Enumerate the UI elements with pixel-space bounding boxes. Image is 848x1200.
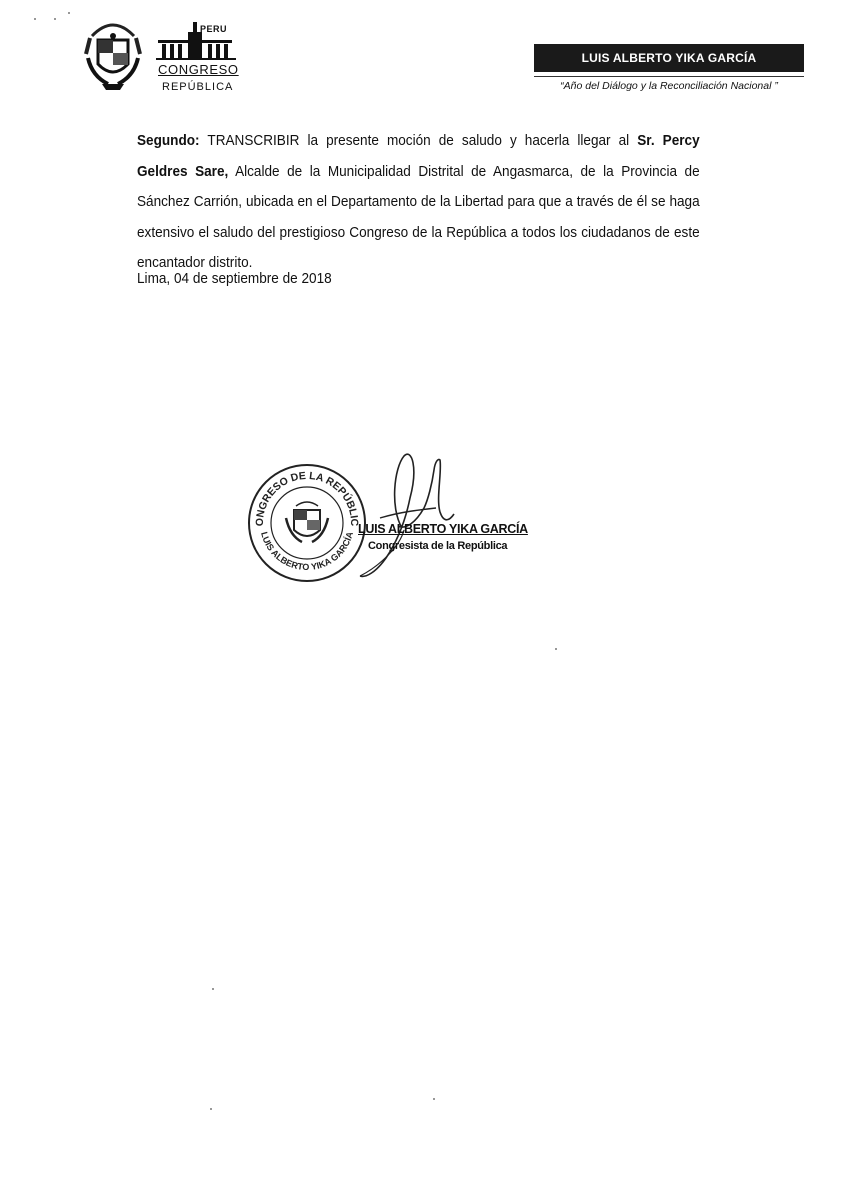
seal-bottom-text: LUIS ALBERTO YIKA GARCÍA [259,530,356,573]
scan-speck [68,12,70,14]
logo-congreso: CONGRESO [158,62,239,77]
seal-top-text: ONGRESO DE LA REPÚBLIC [253,469,361,527]
scan-speck [210,1108,212,1110]
scan-speck [34,18,36,20]
signatory-name: LUIS ALBERTO YIKA GARCÍA [358,522,528,536]
scan-speck [433,1098,435,1100]
signatory-title: Congresista de la República [368,540,508,552]
logo-republica: REPÚBLICA [162,81,234,93]
paragraph-label: Segundo: [137,133,200,149]
mayor-name: Sr. Percy Geldres Sare, [137,133,700,180]
scan-speck [555,648,557,650]
logo-country: PERU [200,24,228,34]
year-motto: “Año del Diálogo y la Reconciliación Nacional ” [560,80,778,92]
header-divider [534,76,804,77]
paragraph-text-1: TRANSCRIBIR la presente moción de saludo y hacerla llegar al [199,133,638,149]
author-banner: LUIS ALBERTO YIKA GARCÍA [534,44,804,72]
scan-speck [212,988,214,990]
handwritten-signature [340,448,500,588]
paragraph-text-2: Alcalde de la Municipalidad Distrital de Angasmarca, de la Provincia de Sánchez Carrión, ubicada en el Departamento de la Libertad para que a través de él se haga extensivo el saludo del prestigioso Congreso de la República a todos los ciudadanos de este encantador distrito. [137,163,700,271]
body-paragraph [137,126,700,279]
coat-of-arms-icon [82,14,144,94]
scan-speck [54,18,56,20]
seal-crest-icon [286,502,328,542]
date-line: Lima, 04 de septiembre de 2018 [137,271,332,287]
congreso-logo [152,18,242,96]
